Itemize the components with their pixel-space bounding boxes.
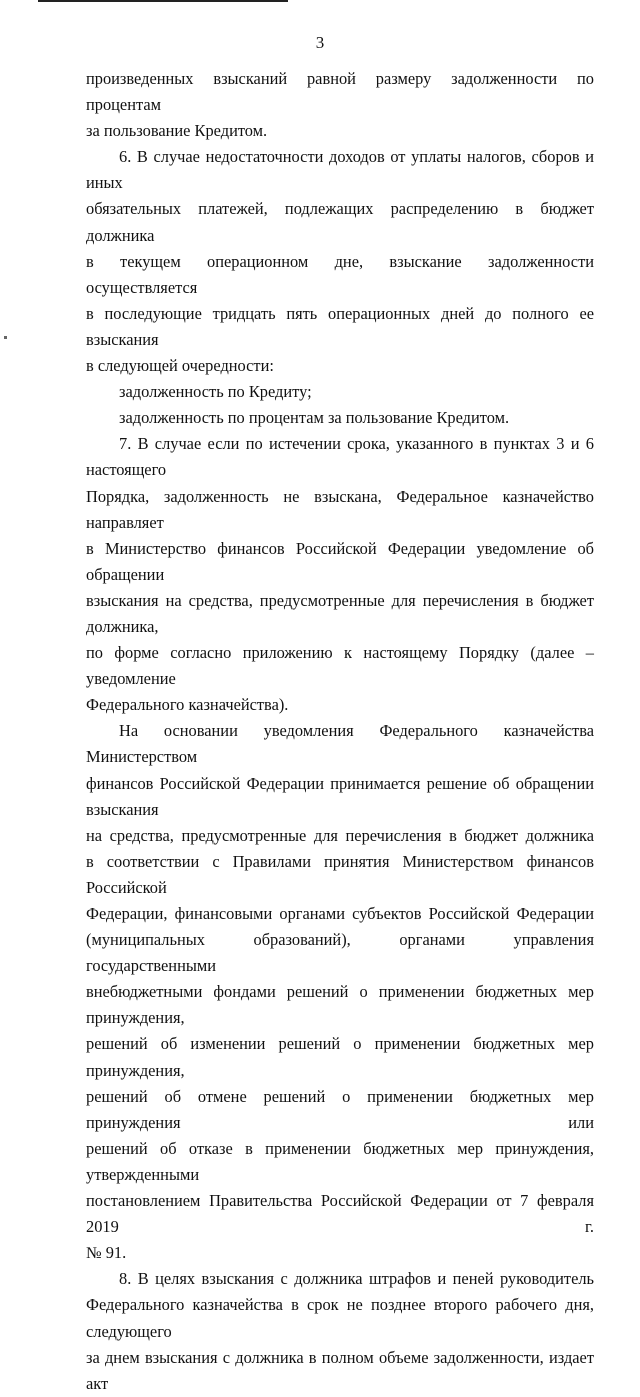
list-item: задолженность по процентам за пользование Кредитом.: [119, 408, 510, 428]
paragraph-line: № 91.: [86, 1243, 127, 1263]
paragraph-line: финансов Российской Федерации принимается решение об обращении взыскания: [86, 773, 594, 819]
paragraph-line: На основании уведомления Федерального казначейства Министерством: [86, 721, 594, 767]
paragraph-line: 6. В случае недостаточности доходов от уплаты налогов, сборов и иных: [86, 147, 594, 193]
paragraph-line: Порядка, задолженность не взыскана, Федеральное казначейство направляет: [86, 486, 594, 532]
paragraph-line: обязательных платежей, подлежащих распределению в бюджет должника: [86, 199, 594, 245]
document-body: [86, 66, 594, 1397]
paragraph-line: взыскания на средства, предусмотренные для перечисления в бюджет должника,: [86, 590, 594, 636]
paragraph-line: в последующие тридцать пять операционных дней до полного ее взыскания: [86, 303, 594, 349]
paragraph-line: постановлением Правительства Российской Федерации от 7 февраля 2019 г.: [86, 1191, 594, 1237]
scan-artifact: [4, 336, 7, 339]
top-rule: [38, 0, 288, 2]
paragraph-line: Федерального казначейства в срок не позднее второго рабочего дня, следующего: [86, 1295, 594, 1341]
page-number: 3: [315, 33, 325, 52]
paragraph-line: на средства, предусмотренные для перечисления в бюджет должника: [86, 825, 594, 845]
paragraph-line: 8. В целях взыскания с должника штрафов и пеней руководитель: [119, 1269, 594, 1289]
paragraph-line: 7. В случае если по истечении срока, указанного в пунктах 3 и 6 настоящего: [86, 434, 594, 480]
paragraph-line: (муниципальных образований), органами управления государственными: [86, 930, 594, 976]
paragraph-line: в Министерство финансов Российской Федерации уведомление об обращении: [86, 538, 594, 584]
paragraph-line: решений об изменении решений о применении бюджетных мер принуждения,: [86, 1034, 594, 1080]
paragraph-line: в следующей очередности:: [86, 356, 274, 376]
paragraph-line: решений об отмене решений о применении бюджетных мер принуждения или: [86, 1086, 594, 1132]
paragraph-line: внебюджетными фондами решений о применении бюджетных мер принуждения,: [86, 982, 594, 1028]
paragraph-line: Федерального казначейства).: [86, 695, 289, 715]
paragraph-line: решений об отказе в применении бюджетных мер принуждения, утвержденными: [86, 1138, 594, 1184]
paragraph-line: за пользование Кредитом.: [86, 121, 268, 141]
paragraph-line: за днем взыскания с должника в полном объеме задолженности, издает акт: [86, 1347, 594, 1393]
paragraph-line: произведенных взысканий равной размеру задолженности по процентам: [86, 69, 594, 115]
paragraph-line: Федерации, финансовыми органами субъектов Российской Федерации: [86, 904, 594, 923]
paragraph-line: в соответствии с Правилами принятия Министерством финансов Российской: [86, 851, 594, 897]
paragraph-line: в текущем операционном дне, взыскание задолженности осуществляется: [86, 251, 594, 297]
list-item: задолженность по Кредиту;: [119, 382, 312, 402]
paragraph-line: по форме согласно приложению к настоящему Порядку (далее – уведомление: [86, 643, 594, 689]
